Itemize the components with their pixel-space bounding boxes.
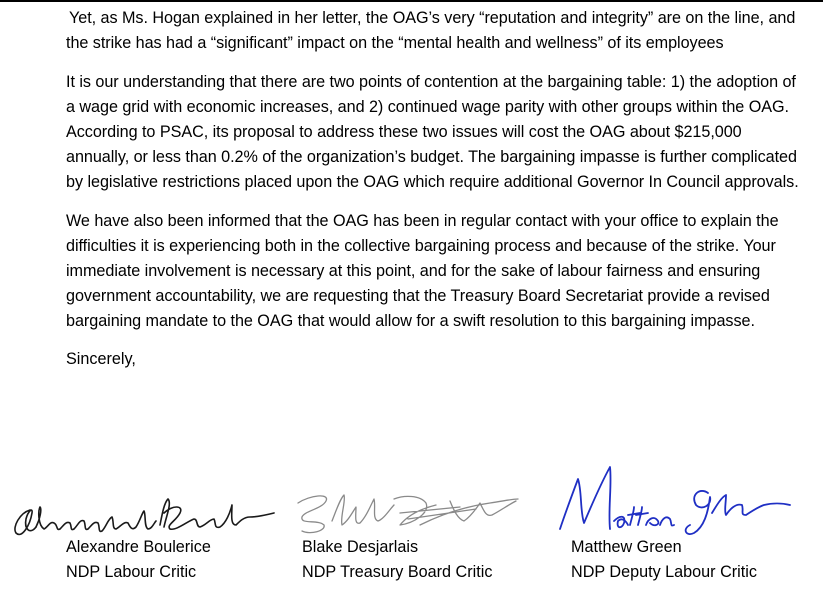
signatory-green bbox=[550, 455, 823, 606]
signatory-title: NDP Labour Critic bbox=[66, 563, 197, 581]
top-rule bbox=[0, 0, 823, 2]
paragraph-bargaining-issues: It is our understanding that there are two points of contention at the bargaining table: 1) the adoption of a wage grid with economic increases, and 2) continued wage parity with other groups within the OAG. According to PSAC, its proposal to address these two issues will cost the OAG about $215,000 annually, or less than 0.2% of the organization’s budget. The bargaining impasse is further complicated by legislative restrictions placed upon the OAG which require additional Governor In Council approvals. bbox=[66, 73, 799, 191]
signatory-name: Matthew Green bbox=[571, 538, 682, 556]
signatory-name: Blake Desjarlais bbox=[302, 538, 419, 556]
signatory-desjarlais bbox=[290, 455, 550, 606]
closing: Sincerely, bbox=[66, 350, 136, 368]
signature-green bbox=[550, 455, 823, 540]
signature-boulerice bbox=[0, 455, 290, 540]
signature-desjarlais bbox=[290, 455, 550, 540]
signatory-name: Alexandre Boulerice bbox=[66, 538, 211, 556]
paragraph-strike-impact: Yet, as Ms. Hogan explained in her letter, the OAG’s very “reputation and integrity” are on the line, and the strike has had a “significant” impact on the “mental health and wellness” of its employees bbox=[66, 9, 796, 52]
letter-body bbox=[66, 6, 806, 372]
signature-block bbox=[0, 455, 823, 606]
signatory-title: NDP Deputy Labour Critic bbox=[571, 563, 757, 581]
signatory-boulerice bbox=[0, 455, 290, 606]
paragraph-request: We have also been informed that the OAG has been in regular contact with your office to explain the difficulties it is experiencing both in the collective bargaining process and because of the strike. Your immediate involvement is necessary at this point, and for the sake of labour fairness and ensuring government accountability, we are requesting that the Treasury Board Secretariat provide a revised bargaining mandate to the OAG that would allow for a swift resolution to this bargaining impasse. bbox=[66, 212, 779, 330]
signatory-title: NDP Treasury Board Critic bbox=[302, 563, 493, 581]
